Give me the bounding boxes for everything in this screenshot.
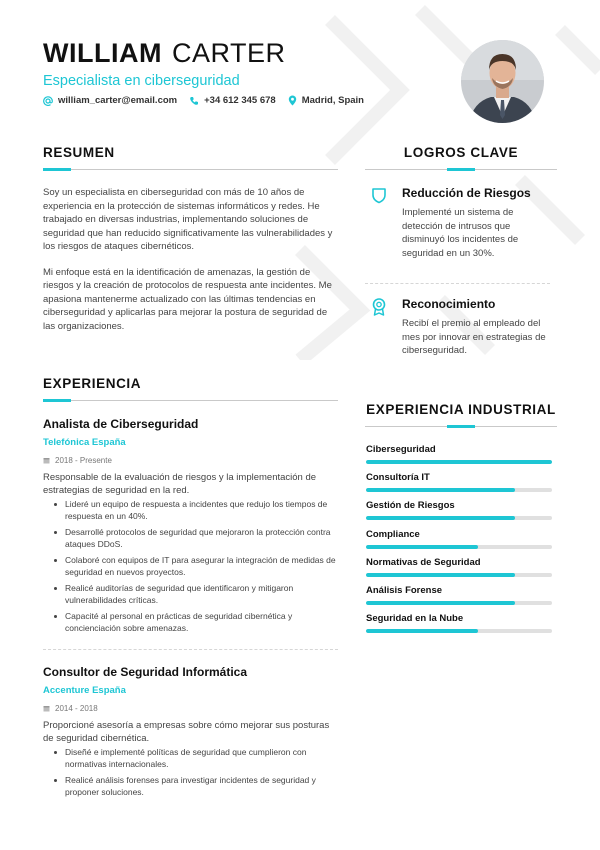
skill-bar-fill bbox=[366, 545, 478, 549]
experience-title: Analista de Ciberseguridad bbox=[43, 417, 199, 431]
experience-bullets bbox=[43, 499, 338, 634]
section-accent bbox=[447, 168, 475, 171]
candidate-name bbox=[43, 38, 286, 68]
at-icon bbox=[43, 96, 53, 106]
achievement-title: Reducción de Riesgos bbox=[402, 186, 531, 200]
experience-item bbox=[43, 417, 338, 639]
skill-bar-track bbox=[366, 516, 552, 520]
skill-bar-track bbox=[366, 601, 552, 605]
skill-bar-fill bbox=[366, 488, 515, 492]
skill-label: Análisis Forense bbox=[366, 585, 443, 596]
summary-text bbox=[43, 186, 335, 333]
experience-bullets bbox=[43, 747, 338, 798]
skill-item bbox=[366, 557, 552, 577]
skill-item bbox=[366, 529, 552, 549]
shield-icon bbox=[370, 186, 388, 204]
experience-company: Telefónica España bbox=[43, 437, 126, 448]
experience-separator bbox=[43, 649, 338, 650]
achievement-description: Recibí el premio al empleado del mes por innovar en estrategias de ciberseguridad. bbox=[402, 318, 546, 356]
skill-bar-track bbox=[366, 545, 552, 549]
award-icon bbox=[370, 297, 388, 317]
list-item: Lideré un equipo de respuesta a incidentes que redujo los tiempos de respuesta en un 40%. bbox=[43, 499, 338, 522]
experience-title: Consultor de Seguridad Informática bbox=[43, 665, 248, 679]
skill-bar-fill bbox=[366, 629, 478, 633]
experience-dates-text: 2014 - 2018 bbox=[55, 704, 98, 713]
skill-bar-fill bbox=[366, 573, 515, 577]
list-item: Realicé auditorías de seguridad que identificaron y mitigaron vulnerabilidades críticas. bbox=[43, 583, 338, 606]
list-item: Realicé análisis forenses para investigar incidentes de seguridad y proponer soluciones. bbox=[43, 775, 338, 798]
skill-label: Ciberseguridad bbox=[366, 444, 436, 455]
profile-photo bbox=[461, 40, 544, 123]
experience-description: Proporcioné asesoría a empresas sobre cómo mejorar sus posturas de seguridad cibernética. bbox=[43, 720, 330, 744]
location-pin-icon bbox=[288, 95, 297, 106]
experience-description: Responsable de la evaluación de riesgos y la implementación de estrategias de seguridad en la red. bbox=[43, 472, 317, 496]
location-text: Madrid, Spain bbox=[301, 95, 364, 106]
list-item: Capacité al personal en prácticas de seguridad cibernética y concienciación sobre amenazas. bbox=[43, 611, 338, 634]
skill-bar-fill bbox=[366, 516, 515, 520]
contact-location bbox=[288, 95, 364, 106]
section-title-skills: EXPERIENCIA INDUSTRIAL bbox=[366, 402, 556, 417]
skill-bar-fill bbox=[366, 601, 515, 605]
phone-text: +34 612 345 678 bbox=[204, 95, 276, 106]
skill-item bbox=[366, 585, 552, 605]
experience-item bbox=[43, 665, 338, 803]
contact-bar bbox=[43, 95, 376, 106]
skill-label: Seguridad en la Nube bbox=[366, 613, 464, 625]
list-item: Diseñé e implementé políticas de seguridad que cumplieron con normativas internacionales. bbox=[43, 747, 338, 770]
first-name: WILLIAM bbox=[43, 38, 162, 68]
experience-dates bbox=[43, 456, 338, 465]
summary-paragraph: Soy un especialista en ciberseguridad con más de 10 años de experiencia en la protección de sistemas informáticos y redes. He trabajado en diversas industrias, implementando soluciones de seguridad que han reducido significativamente las vulnerabilidades y los riesgos de ataques cibernéticos. bbox=[43, 187, 333, 252]
last-name: CARTER bbox=[171, 38, 286, 68]
skill-bar-track bbox=[366, 629, 552, 633]
skill-label: Gestión de Riesgos bbox=[366, 500, 455, 512]
skill-bar-track bbox=[366, 488, 552, 492]
experience-company: Accenture España bbox=[43, 685, 126, 696]
skill-item bbox=[366, 472, 552, 492]
section-accent bbox=[43, 399, 71, 402]
section-divider bbox=[43, 400, 338, 401]
skill-label: Consultoría IT bbox=[366, 472, 430, 484]
experience-dates bbox=[43, 704, 338, 713]
skill-bar-fill bbox=[366, 460, 552, 464]
list-item: Desarrollé protocolos de seguridad que mejoraron la protección contra ataques DDoS. bbox=[43, 527, 338, 550]
list-item: Colaboré con equipos de IT para asegurar la integración de medidas de seguridad en nuevos proyectos. bbox=[43, 555, 338, 578]
skill-item bbox=[366, 500, 552, 520]
section-divider bbox=[43, 169, 338, 170]
skill-bar-track bbox=[366, 573, 552, 577]
summary-paragraph: Mi enfoque está en la identificación de amenazas, la gestión de riesgos y la creación de protocolos de respuesta ante incidentes. Me apasiona mantenerme actualizado con las últimas tendencias en ciberseguridad y aplicarlas para mejorar la postura de seguridad de las organizaciones. bbox=[43, 266, 332, 332]
achievement-title: Reconocimiento bbox=[402, 297, 496, 311]
contact-phone[interactable] bbox=[189, 95, 276, 106]
section-title-summary: RESUMEN bbox=[43, 145, 115, 160]
calendar-icon bbox=[43, 705, 50, 712]
skill-item bbox=[366, 444, 552, 464]
skill-bar-track bbox=[366, 460, 552, 464]
section-accent bbox=[447, 425, 475, 428]
section-title-experience: EXPERIENCIA bbox=[43, 376, 142, 391]
phone-icon bbox=[189, 96, 199, 106]
experience-dates-text: 2018 - Presente bbox=[55, 456, 112, 465]
skill-label: Compliance bbox=[366, 528, 420, 540]
achievement-description: Implementé un sistema de detección de intrusos que disminuyó los incidentes de seguridad en un 30%. bbox=[402, 207, 519, 259]
section-title-achievements: LOGROS CLAVE bbox=[403, 145, 519, 160]
achievement-separator bbox=[365, 283, 550, 284]
calendar-icon bbox=[43, 457, 50, 464]
skill-item bbox=[366, 613, 552, 633]
email-text: william_carter@email.com bbox=[58, 95, 178, 106]
skill-label: Normativas de Seguridad bbox=[366, 556, 481, 568]
job-title: Especialista en ciberseguridad bbox=[43, 73, 240, 89]
section-accent bbox=[43, 168, 71, 171]
contact-email[interactable] bbox=[43, 95, 177, 106]
